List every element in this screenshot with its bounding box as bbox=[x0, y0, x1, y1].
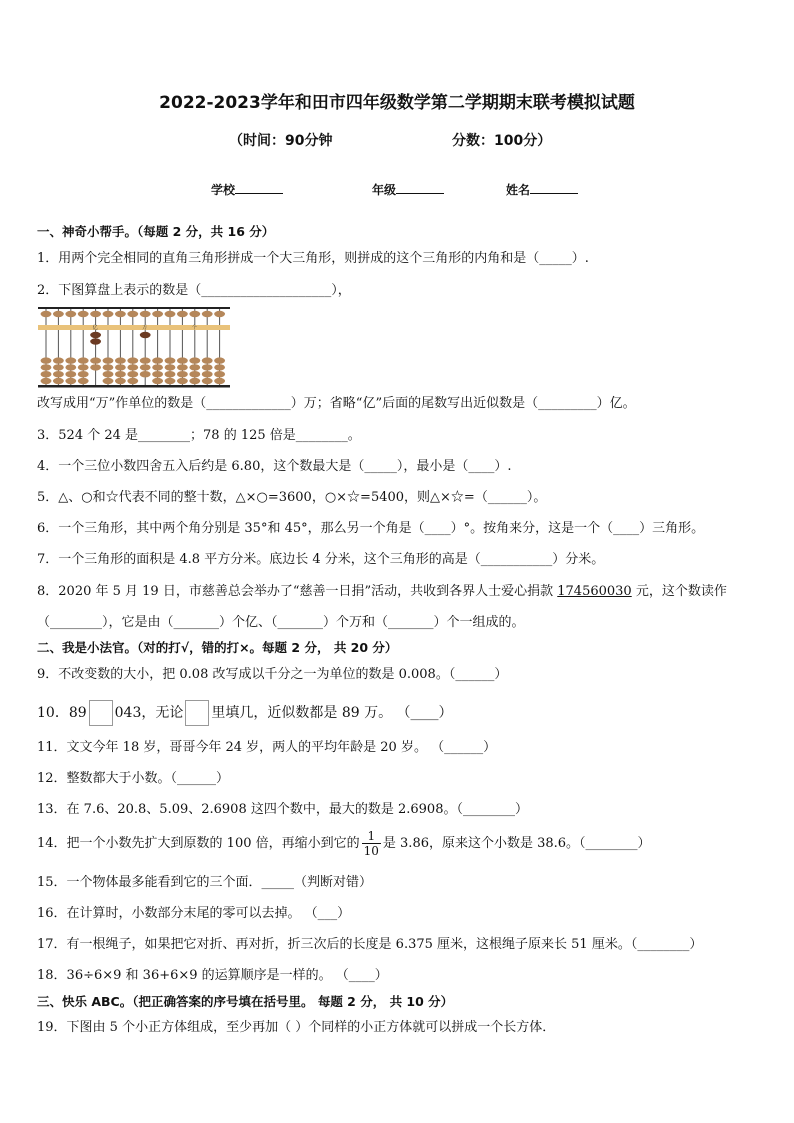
section2-heading: 二、我是小法官。（对的打√，错的打×。每题 2 分， 共 20 分） bbox=[37, 640, 398, 655]
abacus-lower-bead bbox=[177, 364, 188, 370]
page-title: 2022-2023学年和田市四年级数学第二学期期末联考模拟试题 bbox=[159, 93, 635, 113]
q10-box-2[interactable] bbox=[185, 700, 209, 726]
abacus-lower-bead bbox=[115, 357, 126, 363]
abacus-upper-bead bbox=[53, 311, 64, 317]
abacus-lower-bead bbox=[115, 371, 126, 377]
abacus-lower-bead bbox=[53, 357, 64, 363]
abacus-lower-bead bbox=[103, 371, 114, 377]
q14-fraction bbox=[362, 829, 381, 858]
abacus-lower-bead bbox=[90, 357, 101, 363]
abacus-beam bbox=[38, 325, 230, 330]
question-8 bbox=[37, 583, 727, 601]
exam-score: 分数：100分） bbox=[452, 133, 552, 149]
abacus-lower-bead bbox=[65, 378, 76, 384]
abacus-upper-bead bbox=[103, 311, 114, 317]
abacus-upper-bead bbox=[140, 311, 151, 317]
abacus-place-label: 个 bbox=[191, 325, 197, 331]
abacus-lower-bead bbox=[103, 378, 114, 384]
abacus-lower-bead bbox=[65, 371, 76, 377]
name-field bbox=[506, 181, 578, 198]
abacus-lower-bead bbox=[214, 378, 225, 384]
question-19: 19．下图由 5 个小正方体组成，至少再加（ ）个同样的小正方体就可以拼成一个长方体． bbox=[37, 1020, 556, 1035]
abacus-upper-bead bbox=[41, 311, 52, 317]
question-2b: 改写成用“万”作单位的数是（_____________）万；省略“亿”后面的尾数写出近似数是（_________）亿。 bbox=[37, 396, 636, 411]
abacus-upper-bead bbox=[165, 311, 176, 317]
abacus-lower-bead bbox=[202, 357, 213, 363]
abacus-lower-bead bbox=[165, 378, 176, 384]
abacus-lower-bead bbox=[202, 364, 213, 370]
abacus-lower-bead bbox=[165, 357, 176, 363]
question-18: 18．36÷6×9 和 36+6×9 的运算顺序是一样的。 （____） bbox=[37, 968, 388, 983]
abacus-image bbox=[38, 306, 230, 388]
name-label: 姓名 bbox=[506, 183, 531, 197]
question-2: 2．下图算盘上表示的数是（____________________）， bbox=[37, 283, 351, 298]
abacus-lower-bead bbox=[152, 371, 163, 377]
abacus-lower-bead bbox=[53, 378, 64, 384]
abacus-lower-bead bbox=[165, 371, 176, 377]
abacus-upper-bead bbox=[202, 311, 213, 317]
q8-prefix: 8．2020 年 5 月 19 日，市慈善总会举办了“慈善一日捐”活动，共收到各界人士爱心捐款 bbox=[37, 584, 558, 599]
abacus-lower-bead bbox=[127, 364, 138, 370]
abacus-lower-bead bbox=[78, 371, 89, 377]
question-4: 4．一个三位小数四舍五入后约是 6.80，这个数最大是（_____），最小是（____）. bbox=[37, 459, 512, 474]
q8-amount: 174560030 bbox=[557, 584, 632, 599]
abacus-lower-bead bbox=[41, 371, 52, 377]
question-11: 11．文文今年 18 岁，哥哥今年 24 岁，两人的平均年龄是 20 岁。 （______） bbox=[37, 740, 497, 755]
abacus-lower-bead bbox=[53, 371, 64, 377]
abacus-lower-bead bbox=[41, 364, 52, 370]
name-blank[interactable] bbox=[530, 181, 578, 194]
abacus-lower-bead bbox=[177, 371, 188, 377]
section1-heading: 一、神奇小帮手。（每题 2 分，共 16 分） bbox=[37, 224, 275, 239]
abacus-lower-bead bbox=[189, 364, 200, 370]
question-7: 7．一个三角形的面积是 4.8 平方分米。底边长 4 分米，这个三角形的高是（___________）分米。 bbox=[37, 552, 605, 567]
abacus-lower-bead bbox=[103, 364, 114, 370]
grade-blank[interactable] bbox=[396, 181, 444, 194]
abacus-lower-bead bbox=[41, 357, 52, 363]
q10-part-a: 10．89 bbox=[37, 705, 87, 721]
abacus-lower-bead bbox=[103, 357, 114, 363]
abacus-lower-bead bbox=[78, 378, 89, 384]
abacus-upper-bead bbox=[177, 311, 188, 317]
q10-part-c: 里填几，近似数都是 89 万。 （____） bbox=[211, 705, 453, 721]
abacus-lower-bead bbox=[115, 378, 126, 384]
abacus-lower-bead bbox=[152, 364, 163, 370]
abacus-lower-bead bbox=[140, 357, 151, 363]
abacus-lower-bead bbox=[115, 364, 126, 370]
abacus-lower-bead bbox=[140, 364, 151, 370]
abacus-upper-bead bbox=[189, 311, 200, 317]
abacus-lower-bead bbox=[140, 332, 151, 338]
abacus-lower-bead bbox=[214, 371, 225, 377]
abacus-lower-bead bbox=[65, 364, 76, 370]
question-17: 17．有一根绳子，如果把它对折、再对折，折三次后的长度是 6.375 厘米，这根绳子原来长 51 厘米。（________） bbox=[37, 937, 703, 952]
q10-part-b: 043，无论 bbox=[114, 705, 184, 721]
question-12: 12．整数都大于小数。（______） bbox=[37, 771, 230, 786]
abacus-lower-bead bbox=[90, 332, 101, 338]
abacus-lower-bead bbox=[165, 364, 176, 370]
abacus-lower-bead bbox=[189, 371, 200, 377]
question-3: 3．524 个 24 是________；78 的 125 倍是________。 bbox=[37, 428, 361, 443]
question-15: 15．一个物体最多能看到它的三个面．_____（判断对错） bbox=[37, 875, 373, 890]
question-13: 13．在 7.6、20.8、5.09、2.6908 这四个数中，最大的数是 2.6908。（________） bbox=[37, 802, 528, 817]
q14-part-a: 14．把一个小数先扩大到原数的 100 倍，再缩小到它的 bbox=[37, 836, 360, 851]
abacus-lower-bead bbox=[90, 338, 101, 344]
abacus-lower-bead bbox=[202, 378, 213, 384]
abacus-lower-bead bbox=[189, 378, 200, 384]
abacus-lower-bead bbox=[177, 357, 188, 363]
abacus-lower-bead bbox=[127, 378, 138, 384]
abacus-lower-bead bbox=[140, 371, 151, 377]
abacus-bottom-frame bbox=[38, 385, 230, 388]
abacus-top-frame bbox=[38, 307, 230, 309]
abacus-lower-bead bbox=[214, 357, 225, 363]
abacus-upper-bead bbox=[127, 311, 138, 317]
abacus-place-label: 亿 bbox=[92, 325, 98, 331]
question-6: 6．一个三角形，其中两个角分别是 35°和 45°，那么另一个角是（____）°。按角来分，这是一个（____）三角形。 bbox=[37, 521, 705, 536]
question-16: 16．在计算时，小数部分末尾的零可以去掉。 （___） bbox=[37, 906, 351, 921]
q14-part-b: 是 3.86，原来这个小数是 38.6。（________） bbox=[382, 836, 651, 851]
q8-suffix: 元，这个数读作 bbox=[631, 584, 727, 599]
abacus-lower-bead bbox=[78, 357, 89, 363]
abacus-place-label: 万 bbox=[142, 325, 148, 331]
exam-time: （时间：90分钟 bbox=[229, 133, 333, 149]
abacus-lower-bead bbox=[90, 364, 101, 370]
q10-box-1[interactable] bbox=[89, 700, 113, 726]
school-label: 学校 bbox=[211, 183, 236, 197]
question-8b: （________），它是由（_______）个亿、（_______）个万和（_______）个一组成的。 bbox=[37, 615, 525, 630]
abacus-lower-bead bbox=[65, 357, 76, 363]
abacus-upper-bead bbox=[152, 311, 163, 317]
question-5: 5．△、○和☆代表不同的整十数，△×○=3600，○×☆=5400，则△×☆=（______）。 bbox=[37, 490, 547, 505]
question-1: 1．用两个完全相同的直角三角形拼成一个大三角形，则拼成的这个三角形的内角和是（_____）. bbox=[37, 251, 589, 266]
abacus-upper-bead bbox=[115, 311, 126, 317]
abacus-upper-bead bbox=[65, 311, 76, 317]
abacus-lower-bead bbox=[127, 357, 138, 363]
q14-numerator: 1 bbox=[362, 829, 381, 844]
abacus-upper-bead bbox=[90, 311, 101, 317]
abacus-lower-bead bbox=[152, 378, 163, 384]
abacus-lower-bead bbox=[189, 357, 200, 363]
abacus-lower-bead bbox=[53, 364, 64, 370]
school-field bbox=[211, 181, 283, 198]
abacus-lower-bead bbox=[177, 378, 188, 384]
abacus-lower-bead bbox=[41, 378, 52, 384]
abacus-upper-bead bbox=[78, 311, 89, 317]
abacus-lower-bead bbox=[202, 371, 213, 377]
q14-denominator: 10 bbox=[363, 844, 379, 858]
abacus-lower-bead bbox=[78, 364, 89, 370]
question-10 bbox=[37, 700, 453, 726]
abacus-lower-bead bbox=[214, 364, 225, 370]
question-9: 9．不改变数的大小，把 0.08 改写成以千分之一为单位的数是 0.008。（______） bbox=[37, 667, 508, 682]
question-14 bbox=[37, 828, 651, 860]
section3-heading: 三、快乐 ABC。（把正确答案的序号填在括号里。 每题 2 分， 共 10 分） bbox=[37, 994, 454, 1009]
abacus-upper-bead bbox=[214, 311, 225, 317]
grade-field bbox=[372, 181, 444, 198]
school-blank[interactable] bbox=[235, 181, 283, 194]
abacus-lower-bead bbox=[152, 357, 163, 363]
abacus-lower-bead bbox=[127, 371, 138, 377]
grade-label: 年级 bbox=[372, 183, 397, 197]
